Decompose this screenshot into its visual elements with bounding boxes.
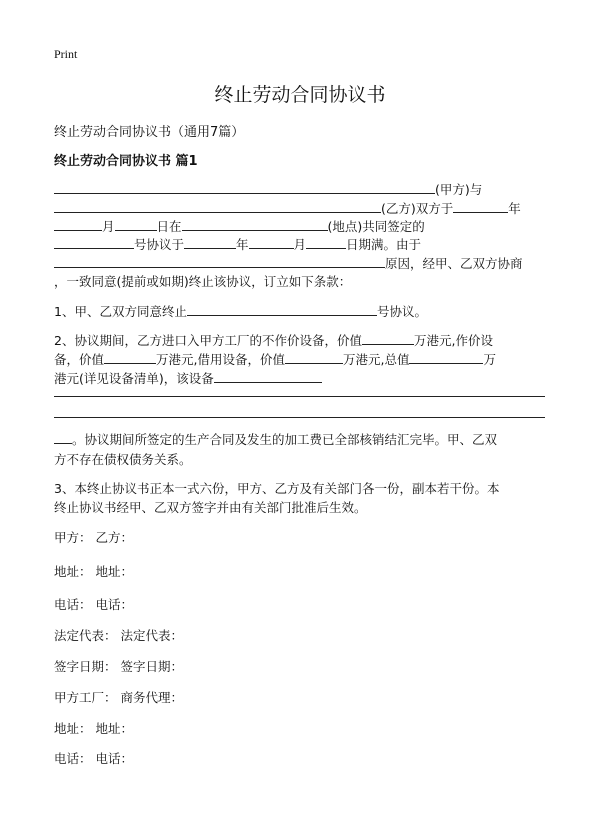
text-year: 年 [508, 201, 521, 216]
blank-end-day [306, 236, 346, 249]
clause-2-text-f: 万 [483, 352, 496, 367]
text-party-b: (乙方)双方于 [381, 201, 454, 216]
signature-row-phone: 电话： 电话： [54, 597, 133, 612]
text-month: 月 [102, 219, 115, 234]
fill-line-3 [54, 218, 425, 236]
clause-2-text-h: 。协议期间所签定的生产合同及发生的加工费已全部核销结汇完毕。甲、乙双 [72, 432, 498, 447]
section-heading: 终止劳动合同协议书 篇1 [54, 154, 198, 169]
blank-short [54, 431, 72, 444]
signature-row-factory-agent: 甲方工厂： 商务代理： [54, 690, 183, 705]
text-end-day: 日期满。由于 [346, 237, 422, 252]
signature-row-parties: 甲方： 乙方： [54, 530, 133, 545]
clause-2-line-5 [54, 450, 192, 469]
clause-2-text-c: 备，价值 [54, 352, 105, 367]
blank-clause-1 [187, 303, 377, 316]
fill-line-2 [54, 200, 521, 218]
clause-1 [54, 302, 427, 321]
blank-reason [54, 255, 385, 268]
clause-2-line-4 [54, 430, 497, 449]
blank-full-line-1 [54, 396, 545, 397]
clause-2-line-3 [54, 369, 322, 388]
text-agreement: ，一致同意(提前或如期)终止该协议，订立如下条款： [54, 274, 352, 289]
clause-2-text-a: 2、协议期间，乙方进口入甲方工厂的不作价设备，价值 [54, 333, 362, 348]
signature-row-address: 地址： 地址： [54, 564, 133, 579]
clause-3-line-2: 终止协议书经甲、乙双方签字并由有关部门批准后生效。 [54, 500, 367, 515]
blank-value-3 [285, 351, 343, 364]
blank-month [54, 218, 102, 231]
blank-party-a [54, 181, 435, 194]
blank-value-1 [362, 332, 414, 345]
text-contract-no: 号协议于 [134, 237, 185, 252]
signature-row-phone-2: 电话： 电话： [54, 751, 133, 766]
clause-2-line-2 [54, 350, 496, 369]
clause-2-text-g: 港元(详见设备清单)，该设备 [54, 371, 214, 386]
text-reason: 原因，经甲、乙双方协商 [385, 256, 523, 271]
text-location: (地点)共同签定的 [327, 219, 425, 234]
signature-row-address-2: 地址： 地址： [54, 721, 133, 736]
blank-location [182, 218, 328, 231]
clause-3-line-1: 3、本终止协议书正本一式六份，甲方、乙方及有关部门各一份，副本若干份。本 [54, 481, 500, 496]
fill-line-4 [54, 236, 421, 254]
blank-end-month [249, 236, 294, 249]
blank-equipment [214, 370, 322, 383]
clause-1-text-a: 1、甲、乙双方同意终止 [54, 304, 187, 319]
blank-day [115, 218, 157, 231]
signature-row-date: 签字日期： 签字日期： [54, 659, 183, 674]
text-party-a: (甲方)与 [435, 182, 483, 197]
clause-2-text-d: 万港元,借用设备，价值 [156, 352, 285, 367]
print-link[interactable]: Print [54, 47, 78, 61]
document-title: 终止劳动合同协议书 [214, 84, 386, 106]
fill-line-1 [54, 181, 482, 199]
blank-year [453, 200, 508, 213]
blank-contract-no [54, 236, 134, 249]
clause-2-text-i: 方不存在债权债务关系。 [54, 452, 192, 467]
clause-2-text-b: 万港元,作价设 [413, 333, 493, 348]
clause-1-text-b: 号协议。 [376, 304, 427, 319]
clause-2-text-e: 万港元,总值 [343, 352, 410, 367]
text-end-month: 月 [293, 237, 307, 252]
document-subtitle: 终止劳动合同协议书（通用7篇） [54, 125, 245, 140]
blank-full-line-2 [54, 417, 545, 418]
fill-line-5 [54, 255, 523, 273]
blank-end-year [184, 236, 236, 249]
fill-line-6 [54, 273, 351, 291]
text-end-year: 年 [236, 237, 249, 252]
blank-total-value [409, 351, 483, 364]
signature-row-representative: 法定代表： 法定代表： [54, 628, 183, 643]
text-day: 日在 [156, 219, 182, 234]
blank-party-b [54, 200, 381, 213]
clause-2-line-1 [54, 331, 493, 350]
blank-value-2 [104, 351, 156, 364]
